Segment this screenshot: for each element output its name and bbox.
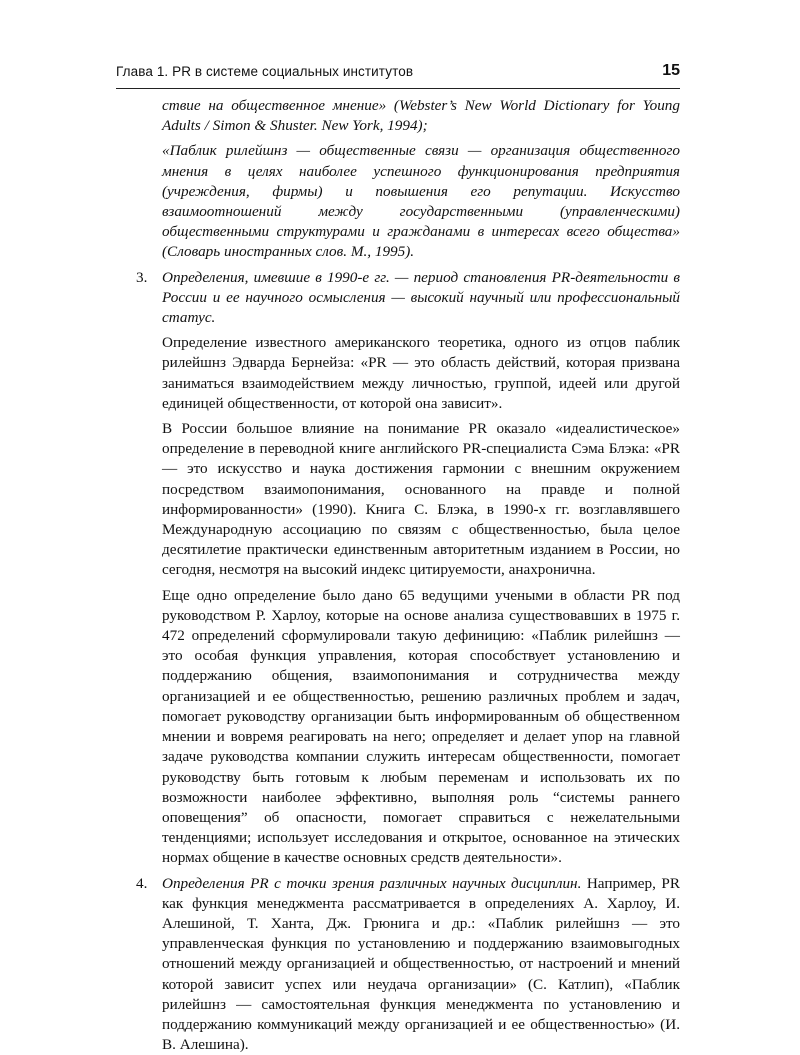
list-item-text: Например, PR как функция менеджмента рассматривается в определениях А. Харлоу, И. Алешиной, Т. Ханта, Дж. Грюнига и др.: «Паблик рилейшнз — это управленческая функция по установлению и поддержанию взаимовыгодных отношений между организацией и общественностью, от настроений и мнений которой зависит успех или неудача организации» (С. Катлип), «Паблик рилейшнз — самостоятельная функция менеджмента по установлению и поддержанию коммуникаций между организацией и ее общественностью» (И. В. Алешина). bbox=[162, 874, 680, 1054]
list-item-number: 3. bbox=[136, 268, 148, 286]
list-item-3 bbox=[116, 268, 680, 869]
list-item-4 bbox=[116, 874, 680, 1055]
paragraph-bernays: Определение известного американского теоретика, одного из отцов паблик рилейшнз Эдварда Бернейза: «PR — это область действий, которая призвана заниматься взаимодействием между личностью, группой, идеей или другой единицей общественности, от которой она зависит». bbox=[162, 334, 680, 412]
running-head-title: Глава 1. PR в системе социальных институтов bbox=[116, 64, 414, 79]
list-item-heading: Определения, имевшие в 1990-е гг. — период становления PR-деятельности в России и ее научного осмысления — высокий научный или профессиональный статус. bbox=[162, 268, 680, 327]
quote-continuation: ствие на общественное мнение» (Webster’s New World Dictionary for Young Adults / Simon & Shuster. New York, 1994); bbox=[162, 97, 680, 135]
page-number: 15 bbox=[662, 62, 680, 79]
list-item-number: 4. bbox=[136, 874, 148, 892]
paragraph-management-definitions bbox=[162, 874, 680, 1055]
paragraph-black: В России большое влияние на понимание PR оказало «идеалистическое» определение в переводной книге английского PR-специалиста Сэма Блэка: «PR — это искусство и наука достижения гармонии с внешним окружением посредством взаимопонимания, основанного на правде и полной информированности» (1990). Книга С. Блэка, в 1990-х гг. возглавлявшего Международную ассоциацию по связям с общественностью, была целое десятилетие практически единственным авторитетным изданием в России, но сегодня, несмотря на высокий индекс цитируемости, анахронична. bbox=[162, 420, 680, 579]
list-item-heading: Определения PR с точки зрения различных научных дисциплин. bbox=[162, 874, 582, 892]
running-header bbox=[116, 62, 680, 84]
paragraph-harlow: Еще одно определение было дано 65 ведущими учеными в области PR под руководством Р. Харлоу, которые на основе анализа существовавших в 1975 г. 472 определений сформулировали такую дефиницию: «Паблик рилейшнз — это особая функция управления, которая способствует установлению и поддержанию общения, взаимопонимания и сотрудничества между организацией и ее общественностью, решению различных проблем и задач, помогает руководству организации быть информированным об общественном мнении и вовремя реагировать на него; определяет и делает упор на главной задаче руководства компании служить интересам общественности, помогает руководству быть готовым к любым переменам и использовать их по возможности наиболее эффективно, выполняя роль “системы раннего оповещения” об опасности, помогает справиться с нежелательными тенденциями; использует исследования и открытое, основанное на этических нормах общение в качестве основных средств деятельности». bbox=[162, 586, 680, 867]
header-rule bbox=[116, 88, 680, 89]
page-body bbox=[116, 96, 680, 1055]
quote-dictionary-definition: «Паблик рилейшнз — общественные связи — организация общественного мнения в целях наиболее успешного функционирования предприятия (учреждения, фирмы) и повышения его репутации. Искусство взаимоотношений между государственными (управленческими) общественными структурами и гражданами в интересах всего общества» (Словарь иностранных слов. М., 1995). bbox=[162, 142, 680, 261]
